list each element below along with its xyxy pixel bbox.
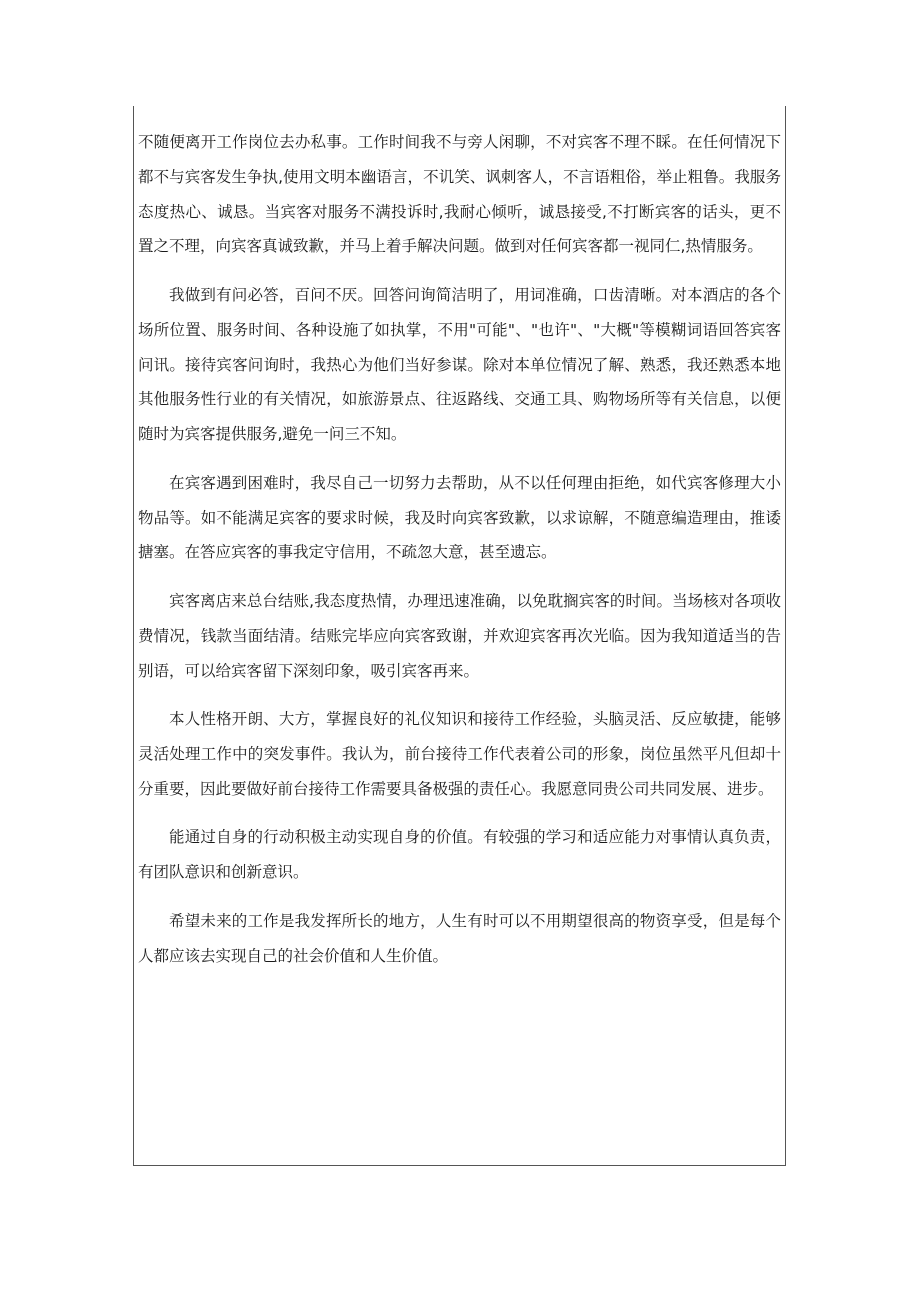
- document-body: [138, 125, 781, 973]
- paragraph-5: 本人性格开朗、大方，掌握良好的礼仪知识和接待工作经验，头脑灵活、反应敏捷，能够灵活处理工作中的突发事件。我认为，前台接待工作代表着公司的形象，岗位虽然平凡但却十分重要，因此要做好前台接待工作需要具备极强的责任心。我愿意同贵公司共同发展、进步。: [138, 710, 781, 798]
- paragraph-4: 宾客离店来总台结账,我态度热情，办理迅速准确，以免耽搁宾客的时间。当场核对各项收费情况，钱款当面结清。结账完毕应向宾客致谢，并欢迎宾客再次光临。因为我知道适当的告别语，可以给宾客留下深刻印象，吸引宾客再来。: [138, 591, 781, 680]
- paragraph-1: 不随便离开工作岗位去办私事。工作时间我不与旁人闲聊，不对宾客不理不睬。在任何情况下都不与宾客发生争执,使用文明本幽语言，不讥笑、讽刺客人，不言语粗俗，举止粗鲁。我服务态度热心、诚恳。当宾客对服务不满投诉时,我耐心倾听，诚恳接受,不打断宾客的话头，更不置之不理，向宾客真诚致歉，并马上着手解决问题。做到对任何宾客都一视同仁,热情服务。: [138, 133, 781, 256]
- paragraph-6: 能通过自身的行动积极主动实现自身的价值。有较强的学习和适应能力对事情认真负责，有团队意识和创新意识。: [138, 828, 781, 882]
- paragraph-2: 我做到有问必答，百问不厌。回答问询简洁明了，用词准确，口齿清晰。对本酒店的各个场所位置、服务时间、各种设施了如执掌，不用"可能"、"也许"、"大概"等模糊词语回答宾客问讯。接待宾客问询时，我热心为他们当好参谋。除对本单位情况了解、熟悉，我还熟悉本地其他服务性行业的有关情况，如旅游景点、往返路线、交通工具、购物场所等有关信息，以便随时为宾客提供服务,避免一问三不知。: [138, 285, 781, 444]
- paragraph-7: 希望未来的工作是我发挥所长的地方，人生有时可以不用期望很高的物资享受，但是每个人都应该去实现自己的社会价值和人生价值。: [138, 911, 781, 965]
- document-page-frame: [133, 106, 786, 1166]
- paragraph-3: 在宾客遇到困难时，我尽自己一切努力去帮助，从不以任何理由拒绝，如代宾客修理大小物品等。如不能满足宾客的要求时候，我及时向宾客致歉，以求谅解，不随意编造理由，推诿搪塞。在答应宾客的事我定守信用，不疏忽大意，甚至遗忘。: [138, 473, 781, 562]
